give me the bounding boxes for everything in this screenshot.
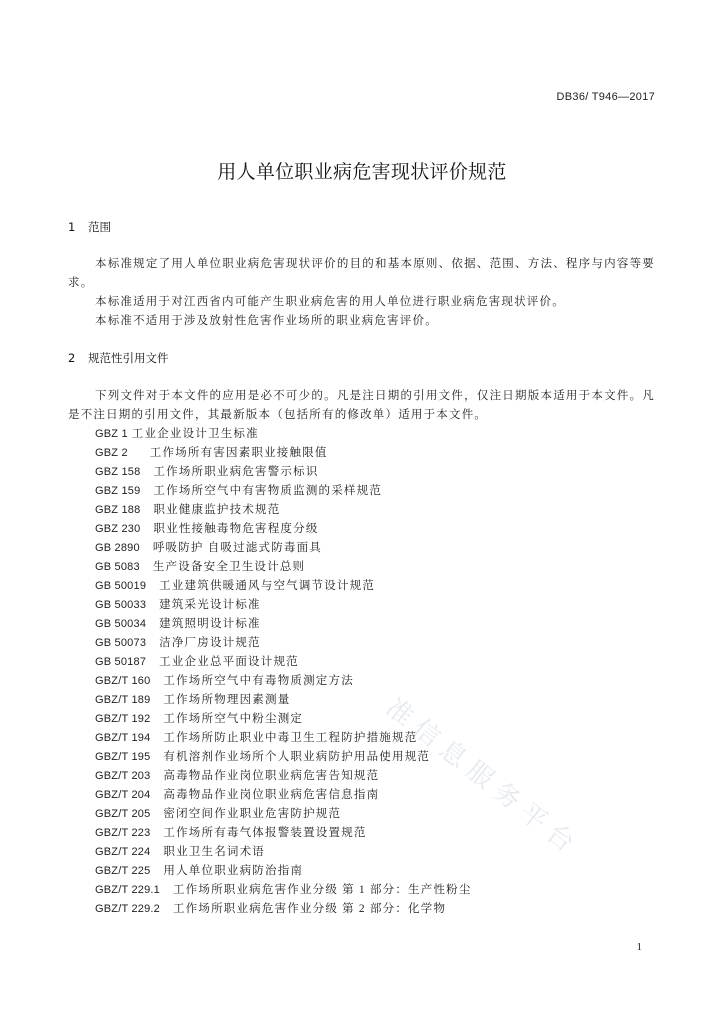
reference-code: GB 50033 bbox=[95, 599, 147, 611]
reference-title: 职业卫生名词术语 bbox=[163, 846, 266, 858]
reference-code: GBZ/T 229.1 bbox=[95, 884, 160, 896]
reference-title: 建筑采光设计标准 bbox=[159, 599, 261, 611]
reference-title: 工作场所空气中粉尘测定 bbox=[163, 713, 304, 725]
watermark: 准信息服务平台 bbox=[379, 692, 586, 863]
document-code: DB36/ T946—2017 bbox=[556, 91, 655, 103]
reference-title: 建筑照明设计标准 bbox=[159, 618, 261, 630]
reference-item bbox=[68, 691, 655, 710]
reference-item bbox=[68, 482, 655, 501]
reference-title: 工作场所有毒气体报警装置设置规范 bbox=[163, 827, 367, 839]
section-body-normative-references bbox=[68, 387, 655, 919]
reference-item bbox=[68, 824, 655, 843]
reference-item bbox=[68, 577, 655, 596]
reference-code: GB 2890 bbox=[95, 542, 140, 554]
reference-code: GBZ 159 bbox=[95, 485, 141, 497]
paragraph: 下列文件对于本文件的应用是必不可少的。凡是注日期的引用文件，仅注日期版本适用于本文件。凡是不注日期的引用文件，其最新版本（包括所有的修改单）适用于本文件。 bbox=[68, 390, 655, 421]
reference-code: GBZ/T 194 bbox=[95, 732, 151, 744]
reference-code: GB 50073 bbox=[95, 637, 147, 649]
reference-code: GBZ/T 160 bbox=[95, 675, 151, 687]
reference-item bbox=[68, 672, 655, 691]
reference-item bbox=[68, 653, 655, 672]
section-number: 1 bbox=[68, 220, 76, 234]
reference-code: GBZ 1 bbox=[95, 428, 128, 440]
document-title: 用人单位职业病危害现状评价规范 bbox=[217, 161, 507, 183]
reference-title: 工作场所物理因素测量 bbox=[163, 694, 291, 706]
reference-item bbox=[68, 729, 655, 748]
reference-title: 工业建筑供暖通风与空气调节设计规范 bbox=[159, 580, 376, 592]
reference-item bbox=[68, 748, 655, 767]
section-heading-normative-references bbox=[68, 349, 169, 368]
section-title: 规范性引用文件 bbox=[88, 351, 169, 365]
reference-title: 工作场所有害因素职业接触限值 bbox=[149, 447, 328, 459]
reference-item bbox=[68, 881, 655, 900]
reference-title: 高毒物品作业岗位职业病危害信息指南 bbox=[163, 789, 380, 801]
paragraph: 本标准适用于对江西省内可能产生职业病危害的用人单位进行职业病危害现状评价。 bbox=[95, 296, 565, 308]
reference-title: 工作场所职业病危害作业分级 第 1 部分：生产性粉尘 bbox=[172, 884, 472, 896]
reference-item bbox=[68, 862, 655, 881]
reference-item bbox=[68, 539, 655, 558]
reference-item bbox=[68, 634, 655, 653]
reference-title: 密闭空间作业职业危害防护规范 bbox=[163, 808, 342, 820]
reference-title: 洁净厂房设计规范 bbox=[159, 637, 261, 649]
reference-title: 高毒物品作业岗位职业病危害告知规范 bbox=[163, 770, 380, 782]
reference-code: GBZ 230 bbox=[95, 523, 141, 535]
section-heading-scope bbox=[68, 218, 111, 237]
reference-item bbox=[68, 501, 655, 520]
reference-title: 职业健康监护技术规范 bbox=[153, 504, 281, 516]
reference-item bbox=[68, 520, 655, 539]
section-number: 2 bbox=[68, 351, 76, 365]
reference-code: GBZ/T 205 bbox=[95, 808, 151, 820]
reference-code: GBZ/T 204 bbox=[95, 789, 151, 801]
reference-code: GBZ/T 189 bbox=[95, 694, 151, 706]
reference-code: GBZ/T 203 bbox=[95, 770, 151, 782]
reference-item bbox=[68, 615, 655, 634]
reference-title: 工业企业总平面设计规范 bbox=[159, 656, 299, 668]
reference-title: 有机溶剂作业场所个人职业病防护用品使用规范 bbox=[163, 751, 431, 763]
section-body-scope bbox=[68, 255, 655, 331]
reference-code: GBZ/T 225 bbox=[95, 865, 151, 877]
reference-item bbox=[68, 463, 655, 482]
reference-code: GB 5083 bbox=[95, 561, 140, 573]
reference-title: 工作场所职业病危害作业分级 第 2 部分：化学物 bbox=[172, 903, 447, 915]
reference-title: 呼吸防护 自吸过滤式防毒面具 bbox=[152, 542, 323, 554]
reference-item bbox=[68, 596, 655, 615]
reference-code: GBZ 188 bbox=[95, 504, 141, 516]
section-title: 范围 bbox=[88, 220, 111, 234]
reference-item bbox=[68, 425, 655, 444]
reference-title: 工作场所空气中有毒物质测定方法 bbox=[163, 675, 354, 687]
reference-title: 用人单位职业病防治指南 bbox=[163, 865, 304, 877]
reference-item bbox=[68, 843, 655, 862]
reference-item bbox=[68, 710, 655, 729]
reference-code: GB 50187 bbox=[95, 656, 147, 668]
reference-list bbox=[68, 425, 655, 919]
reference-title: 工作场所职业病危害警示标识 bbox=[153, 466, 319, 478]
reference-item bbox=[68, 767, 655, 786]
reference-code: GB 50019 bbox=[95, 580, 147, 592]
reference-title: 工作场所空气中有害物质监测的采样规范 bbox=[153, 485, 383, 497]
reference-title: 职业性接触毒物危害程度分级 bbox=[153, 523, 319, 535]
reference-title: 工作场所防止职业中毒卫生工程防护措施规范 bbox=[163, 732, 418, 744]
reference-title: 工业企业设计卫生标准 bbox=[131, 428, 259, 440]
reference-code: GBZ/T 223 bbox=[95, 827, 151, 839]
paragraph: 本标准不适用于涉及放射性危害作业场所的职业病危害评价。 bbox=[95, 315, 438, 327]
reference-code: GBZ/T 229.2 bbox=[95, 903, 160, 915]
page-number: 1 bbox=[636, 941, 642, 953]
reference-code: GBZ/T 192 bbox=[95, 713, 151, 725]
reference-title: 生产设备安全卫生设计总则 bbox=[152, 561, 306, 573]
reference-code: GBZ 158 bbox=[95, 466, 141, 478]
reference-code: GB 50034 bbox=[95, 618, 147, 630]
reference-code: GBZ/T 224 bbox=[95, 846, 151, 858]
reference-item bbox=[68, 900, 655, 919]
reference-code: GBZ 2 bbox=[95, 447, 128, 459]
reference-item bbox=[68, 805, 655, 824]
reference-item bbox=[68, 786, 655, 805]
reference-item bbox=[68, 558, 655, 577]
reference-code: GBZ/T 195 bbox=[95, 751, 151, 763]
reference-item bbox=[68, 444, 655, 463]
paragraph: 本标准规定了用人单位职业病危害现状评价的目的和基本原则、依据、范围、方法、程序与内容等要求。 bbox=[68, 258, 655, 289]
